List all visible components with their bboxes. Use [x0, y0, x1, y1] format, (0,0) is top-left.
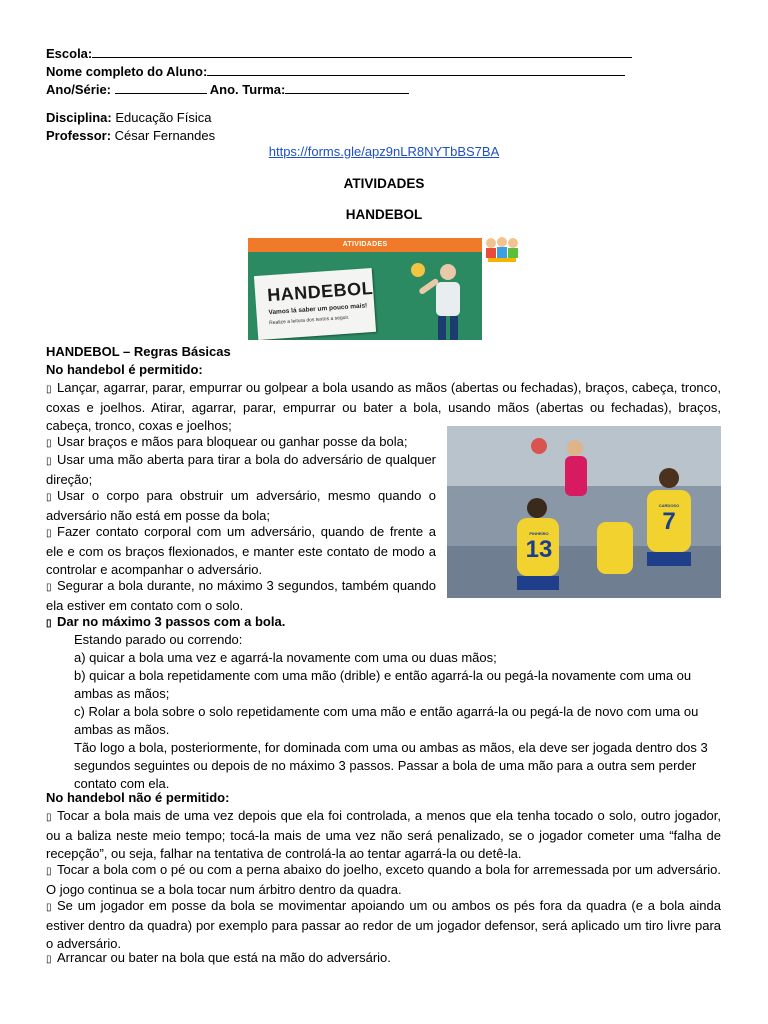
bullet-icon: ▯ — [46, 866, 52, 877]
professor-value: César Fernandes — [114, 128, 216, 143]
disciplina-value: Educação Física — [115, 110, 212, 125]
permitted-item-2-text: Usar braços e mãos para bloquear ou ganhar posse da bola; — [57, 434, 408, 449]
kids-icon — [484, 236, 520, 264]
bullet-icon: ▯ — [46, 582, 52, 593]
steps-c: c) Rolar a bola sobre o solo repetidamente com uma mão e então agarrá-la ou pegá-la de novo com uma ou ambas as mãos. — [74, 704, 699, 737]
escola-label: Escola: — [46, 46, 93, 61]
banner-title: HANDEBOL — [266, 277, 374, 306]
notpermitted-item-4-text: Arrancar ou bater na bola que está na mão do adversário. — [57, 950, 391, 965]
section-title: HANDEBOL – Regras Básicas — [46, 344, 231, 359]
permitted-item-6-text: Segurar a bola durante, no máximo 3 segundos, também quando ela estiver em contato com o solo. — [46, 578, 436, 613]
bullet-icon: ▯ — [46, 528, 52, 539]
turma-label: Ano. Turma: — [209, 82, 286, 97]
jersey-right-number: 7 — [662, 508, 676, 535]
permitted-item-4-text: Usar o corpo para obstruir um adversário, mesmo quando o adversário não está em posse da bola; — [46, 488, 436, 523]
notpermitted-title: No handebol não é permitido: — [46, 790, 230, 805]
bullet-icon: ▯ — [46, 902, 52, 913]
bullet-icon: ▯ — [46, 618, 52, 629]
banner-top-label: ATIVIDADES — [248, 238, 482, 252]
permitted-item-5 — [46, 523, 436, 579]
bullet-icon: ▯ — [46, 438, 52, 449]
bullet-icon: ▯ — [46, 384, 52, 395]
permitted-item-2 — [46, 433, 438, 453]
steps-intro: Estando parado ou correndo: — [74, 632, 243, 647]
aluno-blank-line — [207, 63, 625, 76]
permitted-item-7 — [46, 613, 721, 633]
notpermitted-item-4 — [46, 949, 721, 969]
page-subtitle: HANDEBOL — [345, 207, 423, 222]
permitted-title: No handebol é permitido: — [46, 362, 203, 377]
banner-player-illustration — [408, 258, 468, 340]
notpermitted-item-3-text: Se um jogador em posse da bola se movimentar apoiando um ou ambos os pés fora da quadra (e a bola ainda estiver dentro da quadra) por exemplo para passar ao redor de um jogador defensor, será aplicado um tiro livre para o adversário. — [46, 898, 721, 951]
escola-row — [46, 45, 632, 62]
notpermitted-item-3 — [46, 897, 721, 953]
permitted-item-1-text: Lançar, agarrar, parar, empurrar ou golpear a bola usando as mãos (abertas ou fechadas), braços, cabeça, tronco, coxas e joelhos. Atirar, agarrar, parar, empurrar ou bater a bola, usando mãos (abertas ou fechadas), braços, cabeça, tronco, coxas e joelhos; — [46, 380, 721, 433]
ano-label: Ano/Série: — [46, 82, 112, 97]
turma-blank-line — [285, 81, 409, 94]
bullet-icon: ▯ — [46, 812, 52, 823]
bullet-icon: ▯ — [46, 456, 52, 467]
aluno-label: Nome completo do Aluno: — [46, 64, 208, 79]
aluno-row — [46, 63, 625, 80]
jersey-right-name: CARDOSO — [658, 503, 680, 508]
disciplina-label: Disciplina: — [46, 110, 112, 125]
ano-blank-line — [115, 81, 207, 94]
jersey-left-name: PINHEIRO — [529, 531, 549, 536]
permitted-item-7-text: Dar no máximo 3 passos com a bola. — [57, 614, 286, 629]
handebol-banner-image — [248, 238, 482, 340]
permitted-item-5-text: Fazer contato corporal com um adversário, quando de frente a ele e com os braços flexionados, e manter este contato de modo a controlar e acompanhar o adversário. — [46, 524, 436, 577]
steps-a: a) quicar a bola uma vez e agarrá-la novamente com uma ou duas mãos; — [74, 650, 497, 665]
bullet-icon: ▯ — [46, 954, 52, 965]
permitted-item-3 — [46, 451, 436, 489]
permitted-item-6 — [46, 577, 436, 615]
notpermitted-item-1-text: Tocar a bola mais de uma vez depois que ela foi controlada, a menos que ela tenha tocado o solo, outro jogador, ou a baliza neste meio tempo; tocá-la mais de uma vez não será penalizado, se o jogador cometer uma “falha de recepção”, ou seja, falhar na tentativa de controlá-la ao tentar agarrá-la ou detê-la. — [46, 808, 721, 861]
professor-label: Professor: — [46, 128, 112, 143]
jersey-left-number: 13 — [525, 536, 553, 563]
permitted-item-4 — [46, 487, 436, 525]
disciplina-row — [46, 110, 211, 126]
permitted-item-1 — [46, 379, 721, 435]
notpermitted-item-2 — [46, 861, 721, 899]
handball-match-photo — [447, 426, 721, 598]
steps-b: b) quicar a bola repetidamente com uma mão (drible) e então agarrá-la ou pegá-la novamente com uma ou ambas as mãos; — [74, 668, 692, 701]
escola-blank-line — [92, 45, 632, 58]
page-title: ATIVIDADES — [343, 176, 425, 191]
ano-row — [46, 81, 409, 98]
banner-card — [254, 268, 376, 340]
steps-note: Tão logo a bola, posteriormente, for dominada com uma ou ambas as mãos, ela deve ser jogada dentro dos 3 segundos seguintes ou depois de no máximo 3 passos. Passar a bola de uma mão para a outra sem perder contato com ela. — [74, 740, 708, 791]
bullet-icon: ▯ — [46, 492, 52, 503]
permitted-item-3-text: Usar uma mão aberta para tirar a bola do adversário de qualquer direção; — [46, 452, 436, 487]
notpermitted-item-2-text: Tocar a bola com o pé ou com a perna abaixo do joelho, exceto quando a bola for arremessada por um adversário. O jogo continua se a bola tocar num árbitro dentro da quadra. — [46, 862, 721, 897]
banner-line1: Vamos lá saber um pouco mais! — [268, 302, 368, 317]
notpermitted-item-1 — [46, 807, 721, 863]
professor-row — [46, 128, 215, 144]
banner-line2: Realize a leitura dos textos a seguir. — [269, 314, 350, 327]
form-link[interactable]: https://forms.gle/apz9nLR8NYTbBS7BA — [268, 144, 500, 159]
